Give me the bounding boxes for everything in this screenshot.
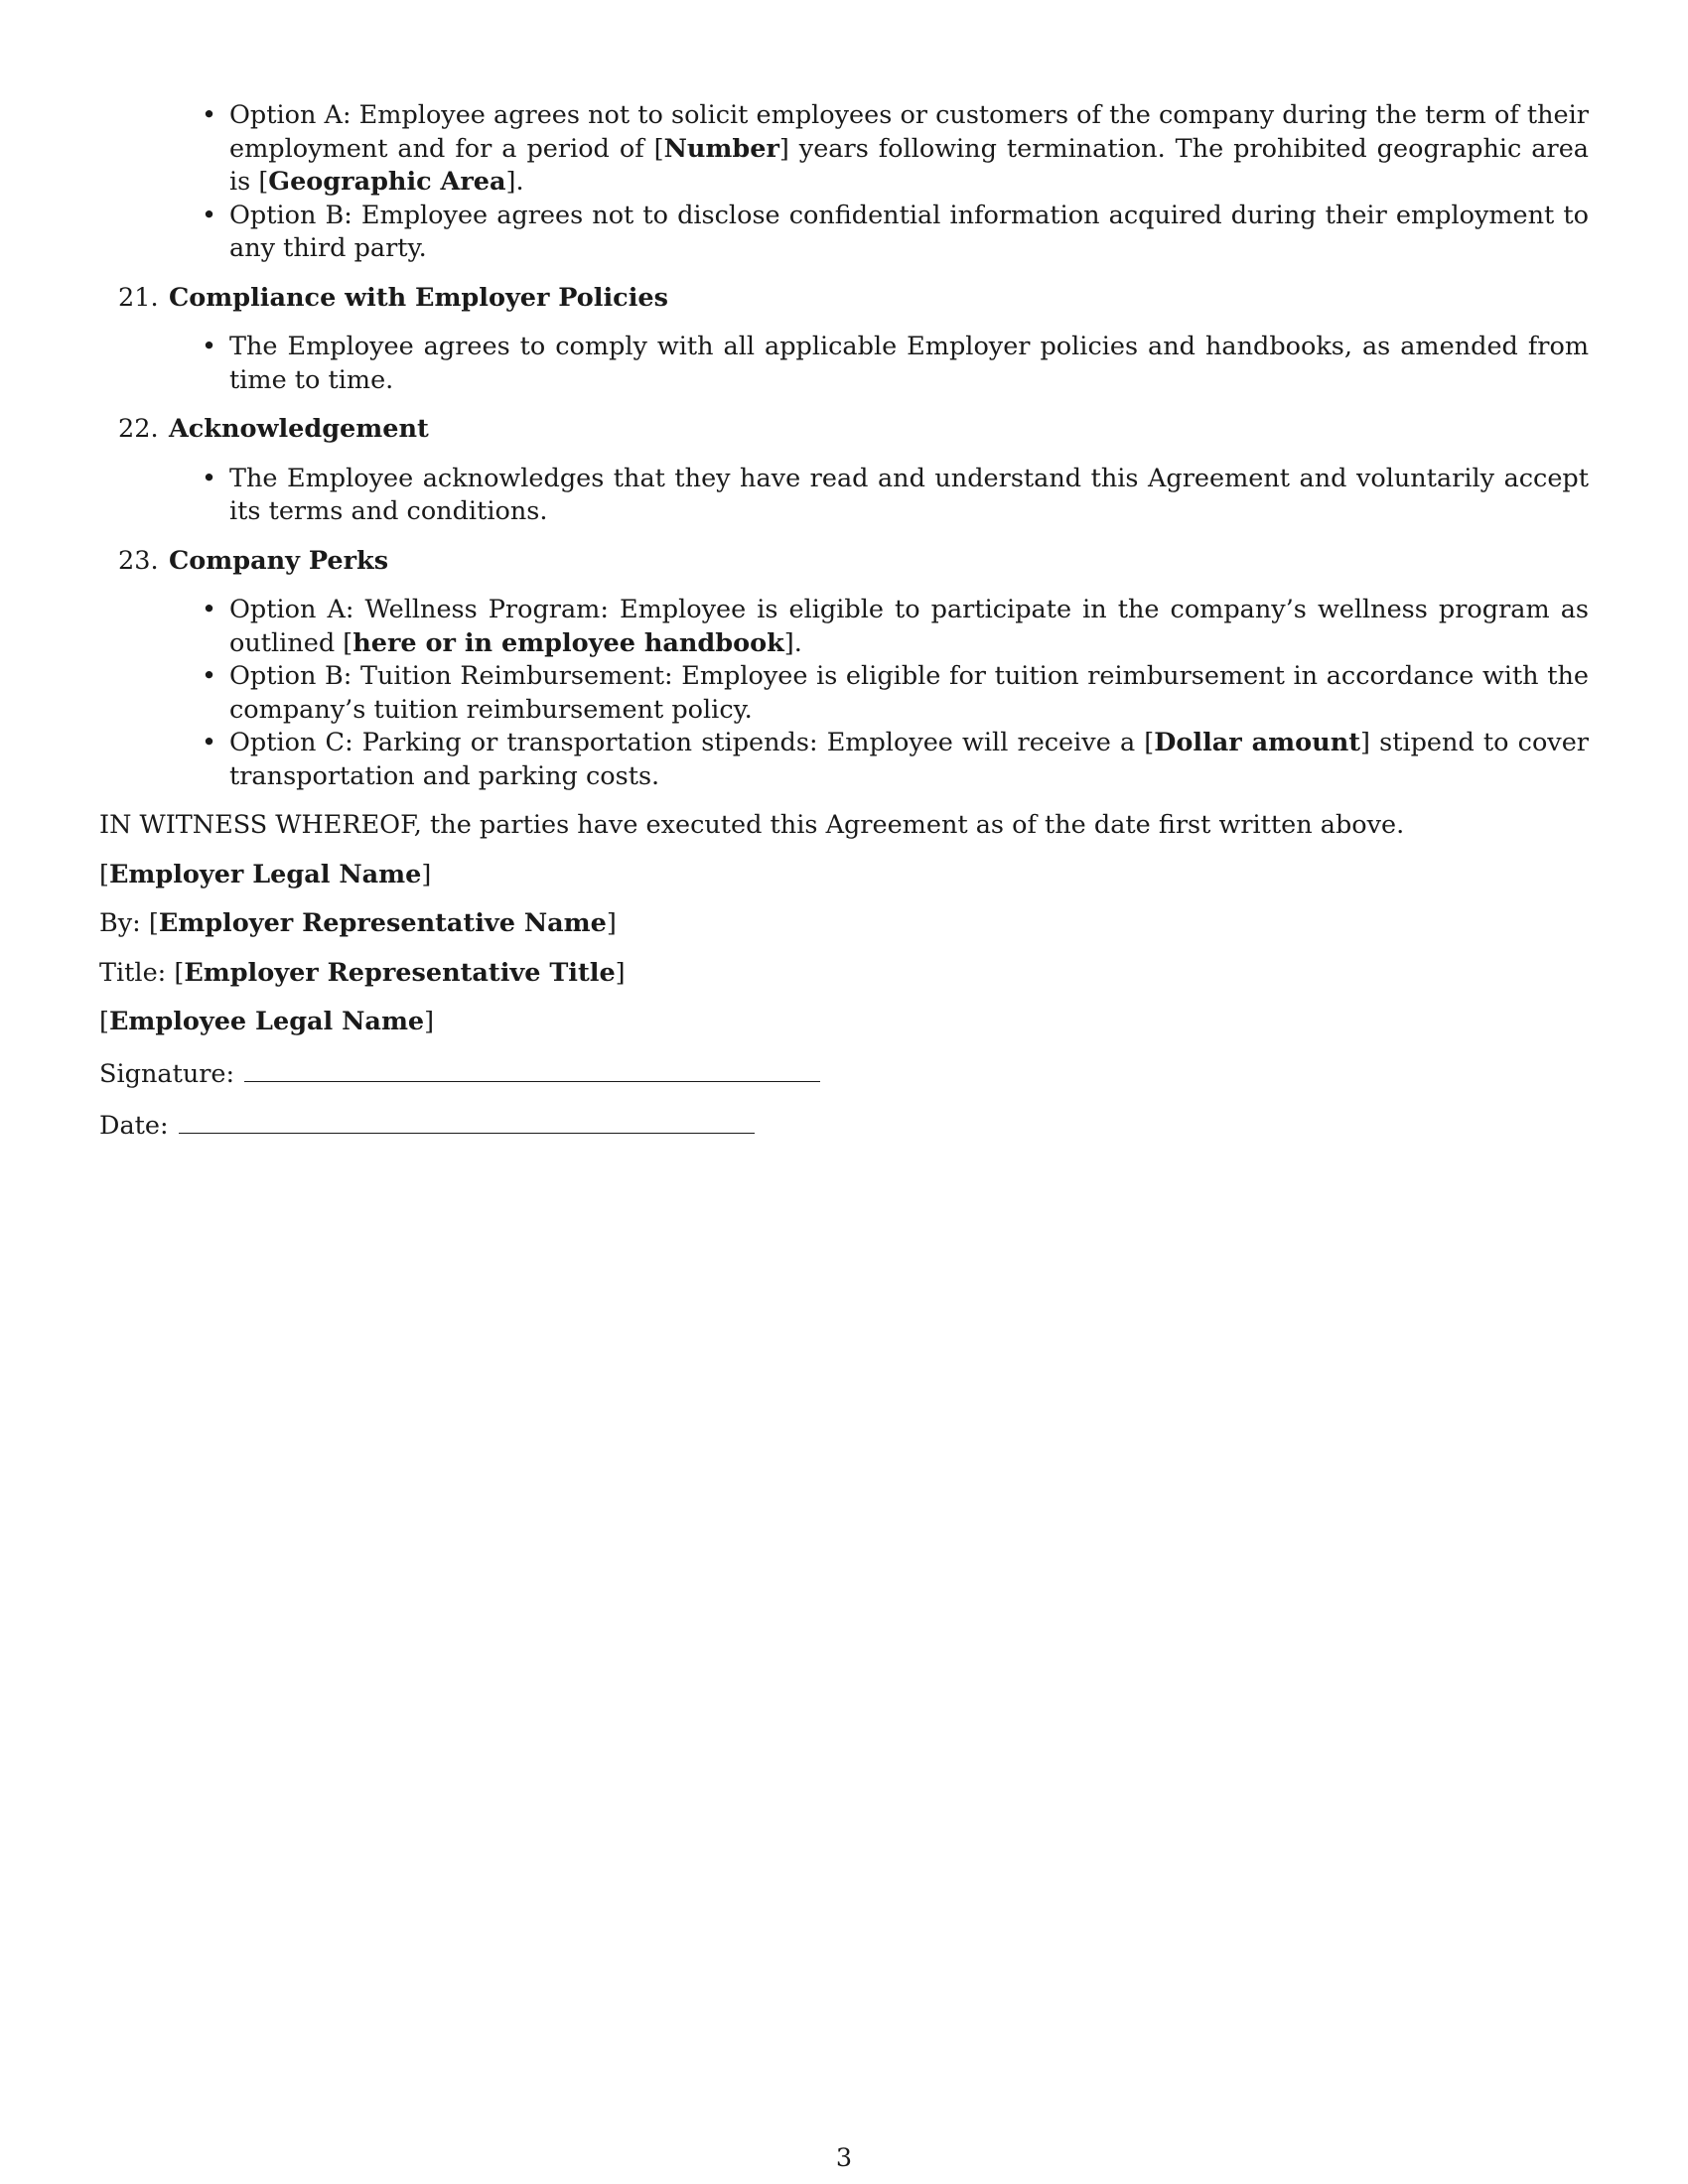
list-item: • Option A: Wellness Program: Employee is eligible to participate in the company’s wellness program as outlined [here or in employee handbook].: [229, 594, 1589, 660]
section-title: Compliance with Employer Policies: [169, 282, 668, 313]
document-page: [99, 99, 1589, 1144]
list-item: • The Employee acknowledges that they have read and understand this Agreement and voluntarily accept its terms and conditions.: [229, 463, 1589, 529]
list-item: • The Employee agrees to comply with all applicable Employer policies and handbooks, as amended from time to time.: [229, 331, 1589, 397]
section-title: Acknowledgement: [169, 414, 429, 444]
date-line[interactable]: [179, 1107, 755, 1134]
list-item: • Option A: Employee agrees not to solicit employees or customers of the company during the term of their employment and for a period of [Number] years following termination. The prohibited geographic area is [Geographic Area].: [229, 99, 1589, 200]
section-22-bullet-list: [99, 463, 1589, 529]
section-number: 22.: [118, 414, 159, 444]
section-number: 21.: [118, 282, 159, 313]
section-20-bullet-list: [99, 99, 1589, 266]
section-title: Company Perks: [169, 545, 389, 576]
signature-label: Signature:: [99, 1058, 235, 1089]
signature-line[interactable]: [244, 1055, 820, 1082]
section-23-bullet-list: [99, 594, 1589, 793]
placeholder-geographic-area: Geographic Area: [268, 167, 506, 197]
employer-representative-name: By: [Employer Representative Name]: [99, 908, 617, 938]
employer-legal-name: [Employer Legal Name]: [99, 859, 432, 889]
placeholder-dollar-amount: Dollar amount: [1154, 728, 1361, 757]
list-item: • Option B: Employee agrees not to disclose confidential information acquired during their employment to any third party.: [229, 200, 1589, 266]
placeholder-handbook: here or in employee handbook: [352, 627, 784, 658]
placeholder-number: Number: [663, 133, 779, 164]
employer-representative-title: Title: [Employer Representative Title]: [99, 957, 626, 988]
section-21-heading: [118, 282, 1589, 316]
signature-row: [99, 1055, 1589, 1092]
page-number: 3: [835, 2143, 853, 2173]
section-22-heading: [118, 413, 1589, 447]
section-23-heading: [118, 545, 1589, 579]
date-row: [99, 1107, 1589, 1144]
date-label: Date:: [99, 1111, 169, 1141]
witness-clause: IN WITNESS WHEREOF, the parties have executed this Agreement as of the date first written above.: [99, 810, 1405, 840]
employee-legal-name: [Employee Legal Name]: [99, 1007, 435, 1036]
section-number: 23.: [118, 545, 159, 576]
list-item: • Option B: Tuition Reimbursement: Employee is eligible for tuition reimbursement in accordance with the company’s tuition reimbursement policy.: [229, 660, 1589, 727]
section-21-bullet-list: [99, 331, 1589, 397]
list-item: • Option C: Parking or transportation stipends: Employee will receive a [Dollar amount] stipend to cover transportation and parking costs.: [229, 727, 1589, 793]
